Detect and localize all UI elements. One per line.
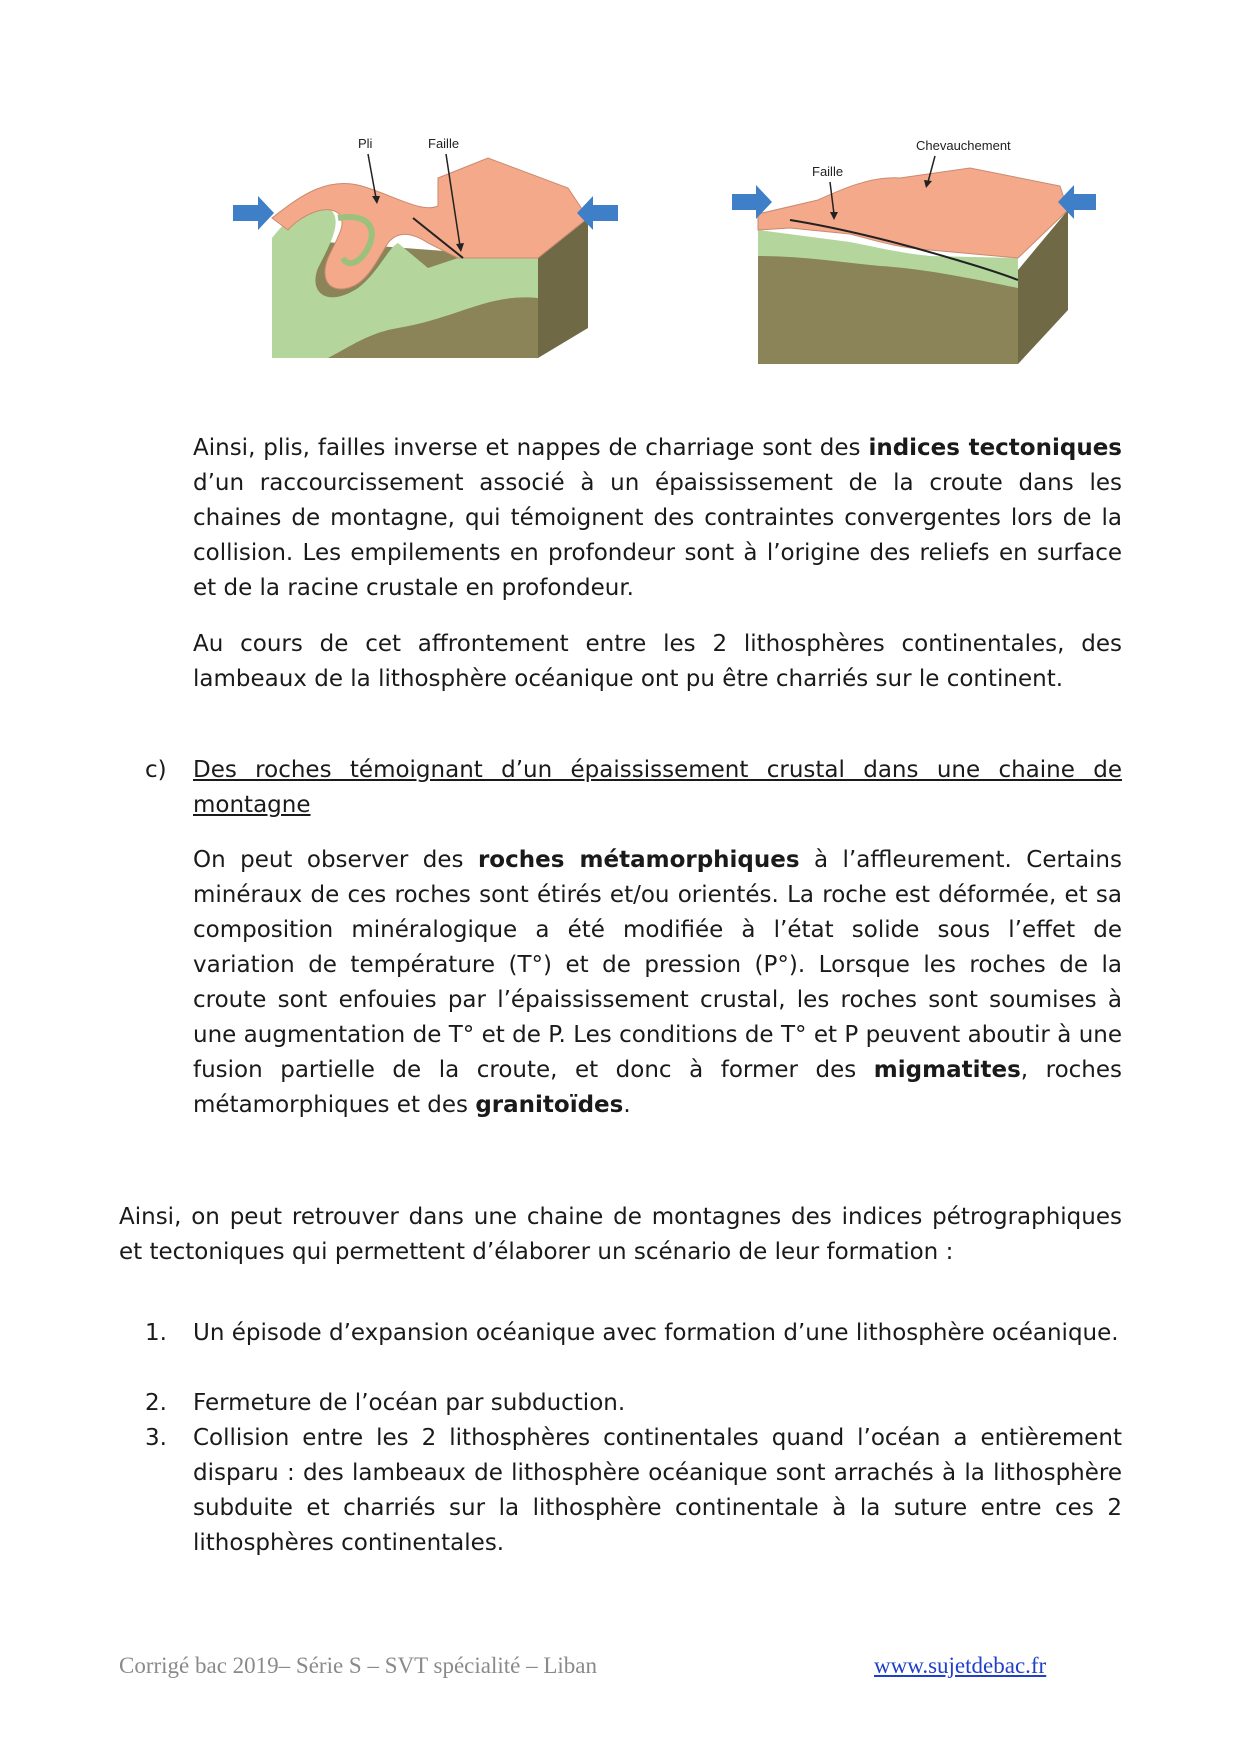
text-span: . xyxy=(623,1092,631,1118)
left-compression-arrow xyxy=(233,196,274,230)
bold-term: migmatites xyxy=(873,1057,1021,1083)
paragraph-scenario-intro: Ainsi, on peut retrouver dans une chaine de montagnes des indices pétrographiques et tectoniques qui permettent d’élaborer un scénario de leur formation : xyxy=(119,1204,1122,1265)
list-text: Collision entre les 2 lithosphères continentales quand l’océan a entièrement disparu : des lambeaux de lithosphère océanique sont arrachés à la lithosphère subduite et charriés sur la lithosphère continentale à la suture entre ces 2 lithosphères continentales. xyxy=(193,1425,1122,1556)
text-span: , roches métamorphiques et des xyxy=(193,1057,1122,1118)
text-span: à l’affleurement. Certains minéraux de ces roches sont étirés et/ou orientés. La roche est déformée, et sa composition minéralogique a été modifiée à l’état solide sous l’effet de variation de température (T°) et de pression (P°). Lorsque les roches de la croute sont enfouies par l’épaississement crustal, les roches sont soumises à une augmentation de T° et de P. Les conditions de T° et P peuvent aboutir à une fusion partielle de la croute, et donc à former des xyxy=(193,847,1122,1083)
footer-website-link[interactable]: www.sujetdebac.fr xyxy=(874,1653,1047,1678)
section-marker: c) xyxy=(145,757,167,783)
list-marker: 1. xyxy=(145,1320,167,1346)
list-item xyxy=(145,1386,1122,1421)
thrust-fault-diagram xyxy=(730,138,1098,370)
bold-term: granitoïdes xyxy=(475,1092,624,1118)
list-text: Un épisode d’expansion océanique avec formation d’une lithosphère océanique. xyxy=(193,1320,1119,1346)
list-marker: 3. xyxy=(145,1425,167,1451)
list-text: Fermeture de l’océan par subduction. xyxy=(193,1390,626,1416)
text-span: d’un raccourcissement associé à un épaississement de la croute dans les chaines de montagne, qui témoignent des contraintes convergentes lors de la collision. Les empilements en profondeur sont à l’origine des reliefs en surface et de la racine crustale en profondeur. xyxy=(193,470,1122,601)
list-item xyxy=(145,1316,1122,1351)
bold-term: indices tectoniques xyxy=(868,435,1122,461)
faille-label: Faille xyxy=(428,136,460,151)
paragraph-metamorphic-rocks xyxy=(193,843,1122,1123)
footer-source: Corrigé bac 2019– Série S – SVT spécialité – Liban xyxy=(119,1653,598,1678)
bold-term: roches métamorphiques xyxy=(477,847,800,873)
pli-label: Pli xyxy=(358,136,373,151)
paragraph-tectonic-indices xyxy=(193,431,1122,606)
list-item xyxy=(145,1421,1122,1561)
paragraph-oceanic-fragments: Au cours de cet affrontement entre les 2 lithosphères continentales, des lambeaux de la lithosphère océanique ont pu être charriés sur le continent. xyxy=(193,631,1122,692)
section-title: Des roches témoignant d’un épaississement crustal dans une chaine de montagne xyxy=(193,757,1122,818)
text-span: On peut observer des xyxy=(193,847,478,873)
list-marker: 2. xyxy=(145,1390,167,1416)
faille-label: Faille xyxy=(812,164,844,179)
text-span: Ainsi, plis, failles inverse et nappes de charriage sont des xyxy=(193,435,869,461)
chevauchement-label: Chevauchement xyxy=(916,138,1011,153)
section-c-heading xyxy=(145,753,1122,823)
fold-fault-diagram xyxy=(228,118,620,368)
